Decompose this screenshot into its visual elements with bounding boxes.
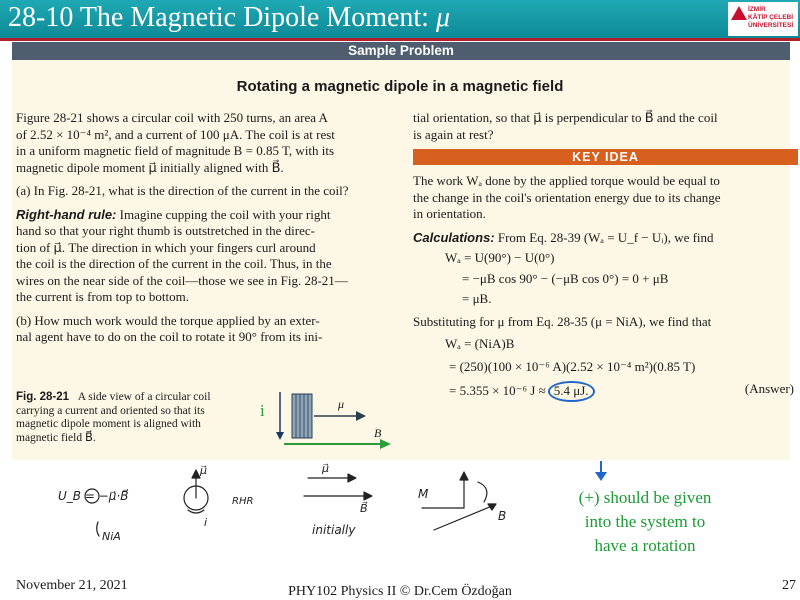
title-underline (0, 38, 800, 41)
sketch2-mu: μ⃗ (200, 464, 207, 477)
problem-line: is again at rest? (413, 126, 494, 142)
sketch2-rhr: RHR (232, 496, 254, 507)
rhr-line: the current is from top to bottom. (16, 289, 189, 304)
footer-course: PHY102 Physics II © Dr.Cem Özdoğan (288, 584, 512, 599)
rhr-line: hand so that your right thumb is outstretched in the direc- (16, 223, 315, 238)
left-column (16, 110, 390, 346)
rhr-line: wires on the near side of the coil—those we see in Fig. 28-21— (16, 272, 348, 288)
equation-line: Wₐ = U(90°) − U(0°) (445, 250, 555, 265)
note-text: (+) should be given into the system to have a rotation (578, 488, 712, 555)
rhr-line: the coil is the direction of the current in the coil. Thus, in the (16, 256, 332, 271)
rhr-line: tion of μ⃗. The direction in which your fingers curl around (16, 239, 316, 255)
sketch3-initially: initially (312, 523, 356, 537)
problem-line: in a uniform magnetic field of magnitude B = 0.85 T, with its (16, 143, 335, 158)
sample-problem-banner: Sample Problem (12, 42, 790, 60)
equation-line: = μB. (462, 291, 492, 306)
question-b-line: (b) How much work would the torque applied by an exter- (16, 312, 320, 328)
logo-line-3: ÜNİVERSİTESİ (748, 22, 794, 29)
rhr-label: Right-hand rule: (16, 206, 117, 222)
problem-line: of 2.52 × 10⁻⁴ m², and a current of 100 μA. The coil is at rest (16, 126, 335, 142)
current-label: i (260, 401, 265, 420)
answer-label: (Answer) (744, 381, 794, 396)
coil-side-view (292, 394, 312, 438)
equation-line: Wₐ = (NiA)B (445, 336, 515, 351)
handwritten-sketches (0, 460, 540, 570)
problem-line: magnetic dipole moment μ⃗ initially aligned with B⃗. (16, 159, 284, 175)
mu-symbol: μ (435, 2, 451, 33)
coil-figure (258, 388, 398, 452)
sketch1-equation: U_B = −μ⃗·B⃗ (58, 489, 129, 503)
sketch3-b: B⃗ (360, 502, 368, 515)
key-idea-line: the change in the coil's orientation energy due to its change (413, 189, 721, 205)
current-arrowhead-icon (276, 432, 284, 440)
page-number: 27 (782, 578, 796, 593)
circled-answer: 5.4 μJ. (548, 381, 595, 402)
answer-row: = 5.355 × 10⁻⁶ J ≈ 5.4 μJ. (Answer) (413, 381, 798, 402)
b-label: B⃗ (374, 426, 391, 440)
sketch1-nia: NiA (102, 530, 121, 543)
right-column (413, 110, 798, 402)
question-b-line: nal agent have to do on the coil to rotate it 90° from its ini- (16, 329, 323, 344)
sketch3-mu: μ⃗ (322, 462, 329, 475)
key-idea-banner: KEY IDEA (413, 149, 798, 165)
logo-mark-icon (731, 6, 747, 20)
university-logo (728, 2, 798, 36)
equation-line: = −μB cos 90° − (−μB cos 0°) = 0 + μB (462, 270, 669, 286)
rhr-line: Right-hand rule: Imagine cupping the coil with your right (16, 206, 331, 222)
figure-caption: Fig. 28-21 A side view of a circular coil carrying a current and oriented so that its magnetic dipole moment is aligned with magnetic field B⃗. (16, 391, 211, 444)
substitution-line: Substituting for μ from Eq. 28-35 (μ = NiA), we find that (413, 313, 712, 329)
sketch2-i: i (204, 516, 208, 529)
problem-line: tial orientation, so that μ⃗ is perpendicular to B⃗ and the coil (413, 110, 718, 125)
logo-line-2: KÂTİP ÇELEBİ (748, 14, 794, 21)
calculations-line: Calculations: From Eq. 28-39 (Wₐ = U_f − Uᵢ), we find (413, 229, 714, 245)
logo-line-1: İZMİR (748, 6, 766, 13)
question-a: (a) In Fig. 28-21, what is the direction of the current in the coil? (16, 183, 349, 198)
key-idea-line: The work Wₐ done by the applied torque would be equal to (413, 173, 720, 188)
key-idea-line: in orientation. (413, 206, 486, 221)
problem-heading: Rotating a magnetic dipole in a magnetic field (236, 78, 564, 95)
down-arrow-icon (593, 461, 609, 483)
sketch4-m: M (418, 487, 429, 501)
slide-title: 28-10 The Magnetic Dipole Moment: μ (8, 2, 451, 33)
mu-label: μ⃗ (338, 397, 354, 411)
equation-line: = (250)(100 × 10⁻⁶ A)(2.52 × 10⁻⁴ m²)(0.85 T) (449, 358, 696, 374)
calculations-label: Calculations: (413, 229, 495, 245)
sketch4-b: B (498, 509, 507, 523)
figure-number: Fig. 28-21 (16, 391, 70, 403)
title-bar (0, 0, 800, 38)
problem-line: Figure 28-21 shows a circular coil with 250 turns, an area A (16, 110, 328, 125)
footer-date: November 21, 2021 (16, 578, 128, 593)
